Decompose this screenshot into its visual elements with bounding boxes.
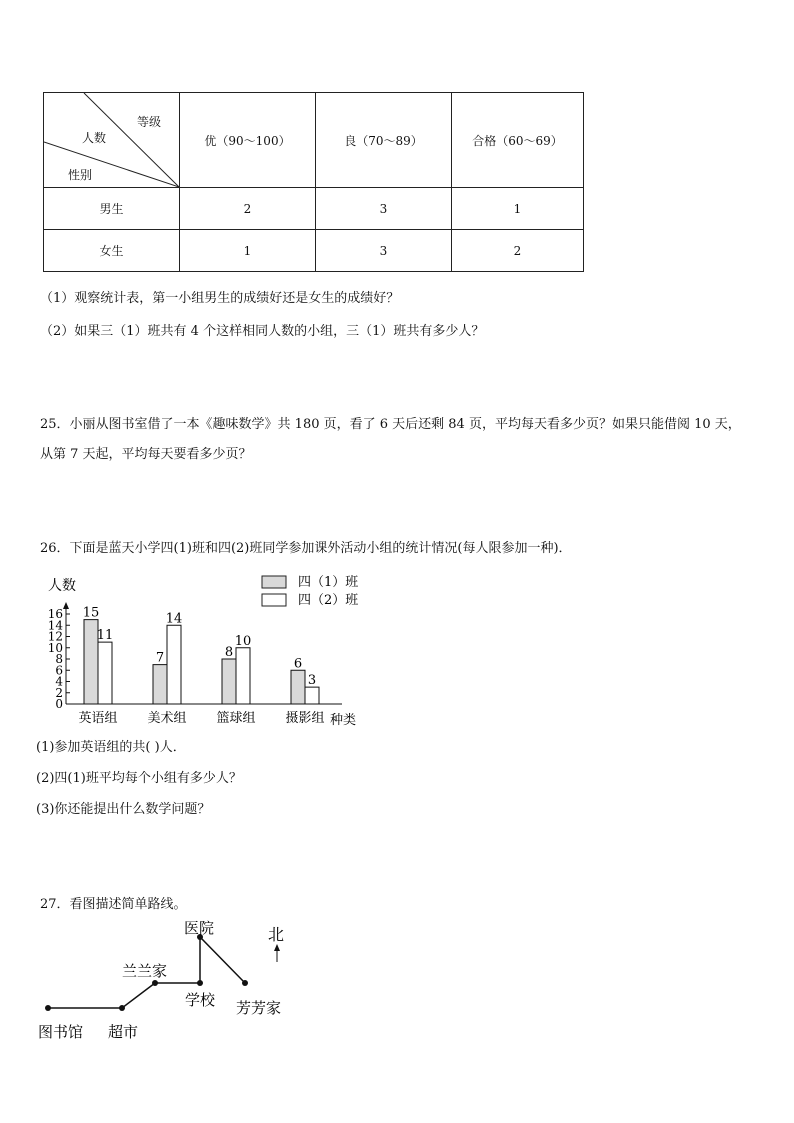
legend-swatch-class2	[262, 594, 286, 606]
bar	[291, 670, 305, 704]
fangfang-label: 芳芳家	[236, 999, 282, 1017]
y-axis-label: 人数	[48, 578, 76, 594]
north-arrow-icon	[274, 944, 280, 962]
bar-value-label: 11	[96, 628, 114, 644]
table-row	[44, 230, 584, 272]
y-tick-label: 4	[55, 674, 63, 689]
header-grade: 等级	[137, 115, 162, 129]
library-dot	[45, 1005, 51, 1011]
header-count: 人数	[82, 131, 107, 145]
bar	[153, 665, 167, 704]
north-label: 北	[268, 925, 285, 944]
table-cell: 3	[316, 188, 452, 230]
q24-sub2: （2）如果三（1）班共有 4 个这样相同人数的小组，三（1）班共有多少人？	[40, 324, 485, 339]
category-label: 美术组	[147, 711, 187, 726]
table-cell: 2	[180, 188, 316, 230]
supermarket-label: 超市	[108, 1023, 139, 1041]
legend-swatch-class1	[262, 576, 286, 588]
bar	[236, 648, 250, 704]
y-tick-label: 0	[55, 697, 63, 711]
bar	[98, 642, 112, 704]
bar-value-label: 6	[293, 656, 303, 672]
row-label: 男生	[44, 188, 180, 230]
table-cell: 2	[452, 230, 584, 272]
q26-sub2: (2)四(1)班平均每个小组有多少人？	[36, 771, 242, 786]
bar-value-label: 8	[224, 645, 234, 660]
legend-label-class2: 四（2）班	[298, 593, 359, 608]
bar	[222, 659, 236, 704]
row-label: 女生	[44, 230, 180, 272]
column-header: 合格（60～69）	[452, 93, 584, 188]
table-cell: 1	[452, 188, 584, 230]
chart-legend	[262, 575, 358, 608]
y-tick-label: 12	[47, 629, 63, 644]
bar-value-label: 15	[82, 605, 100, 621]
y-tick-label: 10	[47, 640, 63, 655]
q26-sub1: (1)参加英语组的共( )人．	[36, 740, 186, 755]
table-corner-cell	[44, 93, 180, 188]
fangfang-dot	[242, 980, 248, 986]
bar	[167, 625, 181, 704]
category-label: 篮球组	[216, 711, 256, 726]
header-gender: 性别	[68, 168, 93, 182]
grade-table	[43, 92, 584, 272]
y-tick-label: 6	[55, 663, 63, 678]
lanlan-label: 兰兰家	[122, 962, 168, 980]
bar-value-label: 10	[234, 633, 252, 649]
bar-value-label: 7	[155, 650, 165, 666]
lanlan-dot	[152, 980, 158, 986]
library-label: 图书馆	[38, 1023, 84, 1041]
corner-diagonals	[44, 93, 179, 187]
route-map	[30, 910, 330, 1050]
q26-sub3: (3)你还能提出什么数学问题？	[36, 802, 211, 817]
bar-value-label: 3	[307, 673, 317, 689]
table-cell: 1	[180, 230, 316, 272]
hospital-label: 医院	[184, 919, 215, 937]
y-tick-label: 16	[47, 607, 63, 621]
activity-bar-chart	[40, 570, 380, 732]
q25-line1: 25．小丽从图书室借了一本《趣味数学》共 180 页，看了 6 天后还剩 84 页，平均每天看多少页？如果只能借阅 10 天，	[40, 417, 741, 432]
school-dot	[197, 980, 203, 986]
bar	[305, 687, 319, 704]
x-axis-label: 种类	[330, 713, 357, 728]
y-tick-label: 14	[47, 618, 63, 633]
y-tick-label: 2	[55, 685, 63, 700]
q25-line2: 从第 7 天起，平均每天要看多少页？	[40, 447, 252, 462]
table-cell: 3	[316, 230, 452, 272]
table-row	[44, 188, 584, 230]
y-axis-arrow-icon	[63, 602, 69, 609]
legend-label-class1: 四（1）班	[298, 575, 359, 590]
category-label: 英语组	[78, 711, 118, 726]
school-label: 学校	[185, 991, 216, 1009]
column-header: 优（90～100）	[180, 93, 316, 188]
column-header: 良（70～89）	[316, 93, 452, 188]
q26-stem: 26．下面是蓝天小学四(1)班和四(2)班同学参加课外活动小组的统计情况(每人限参加一种)．	[40, 541, 572, 556]
supermarket-dot	[119, 1005, 125, 1011]
q24-sub1: （1）观察统计表，第一小组男生的成绩好还是女生的成绩好？	[40, 291, 400, 306]
y-tick-label: 8	[55, 652, 63, 666]
category-label: 摄影组	[285, 711, 325, 726]
q27-stem: 27．看图描述简单路线。	[40, 897, 187, 912]
bar-value-label: 14	[165, 611, 183, 627]
